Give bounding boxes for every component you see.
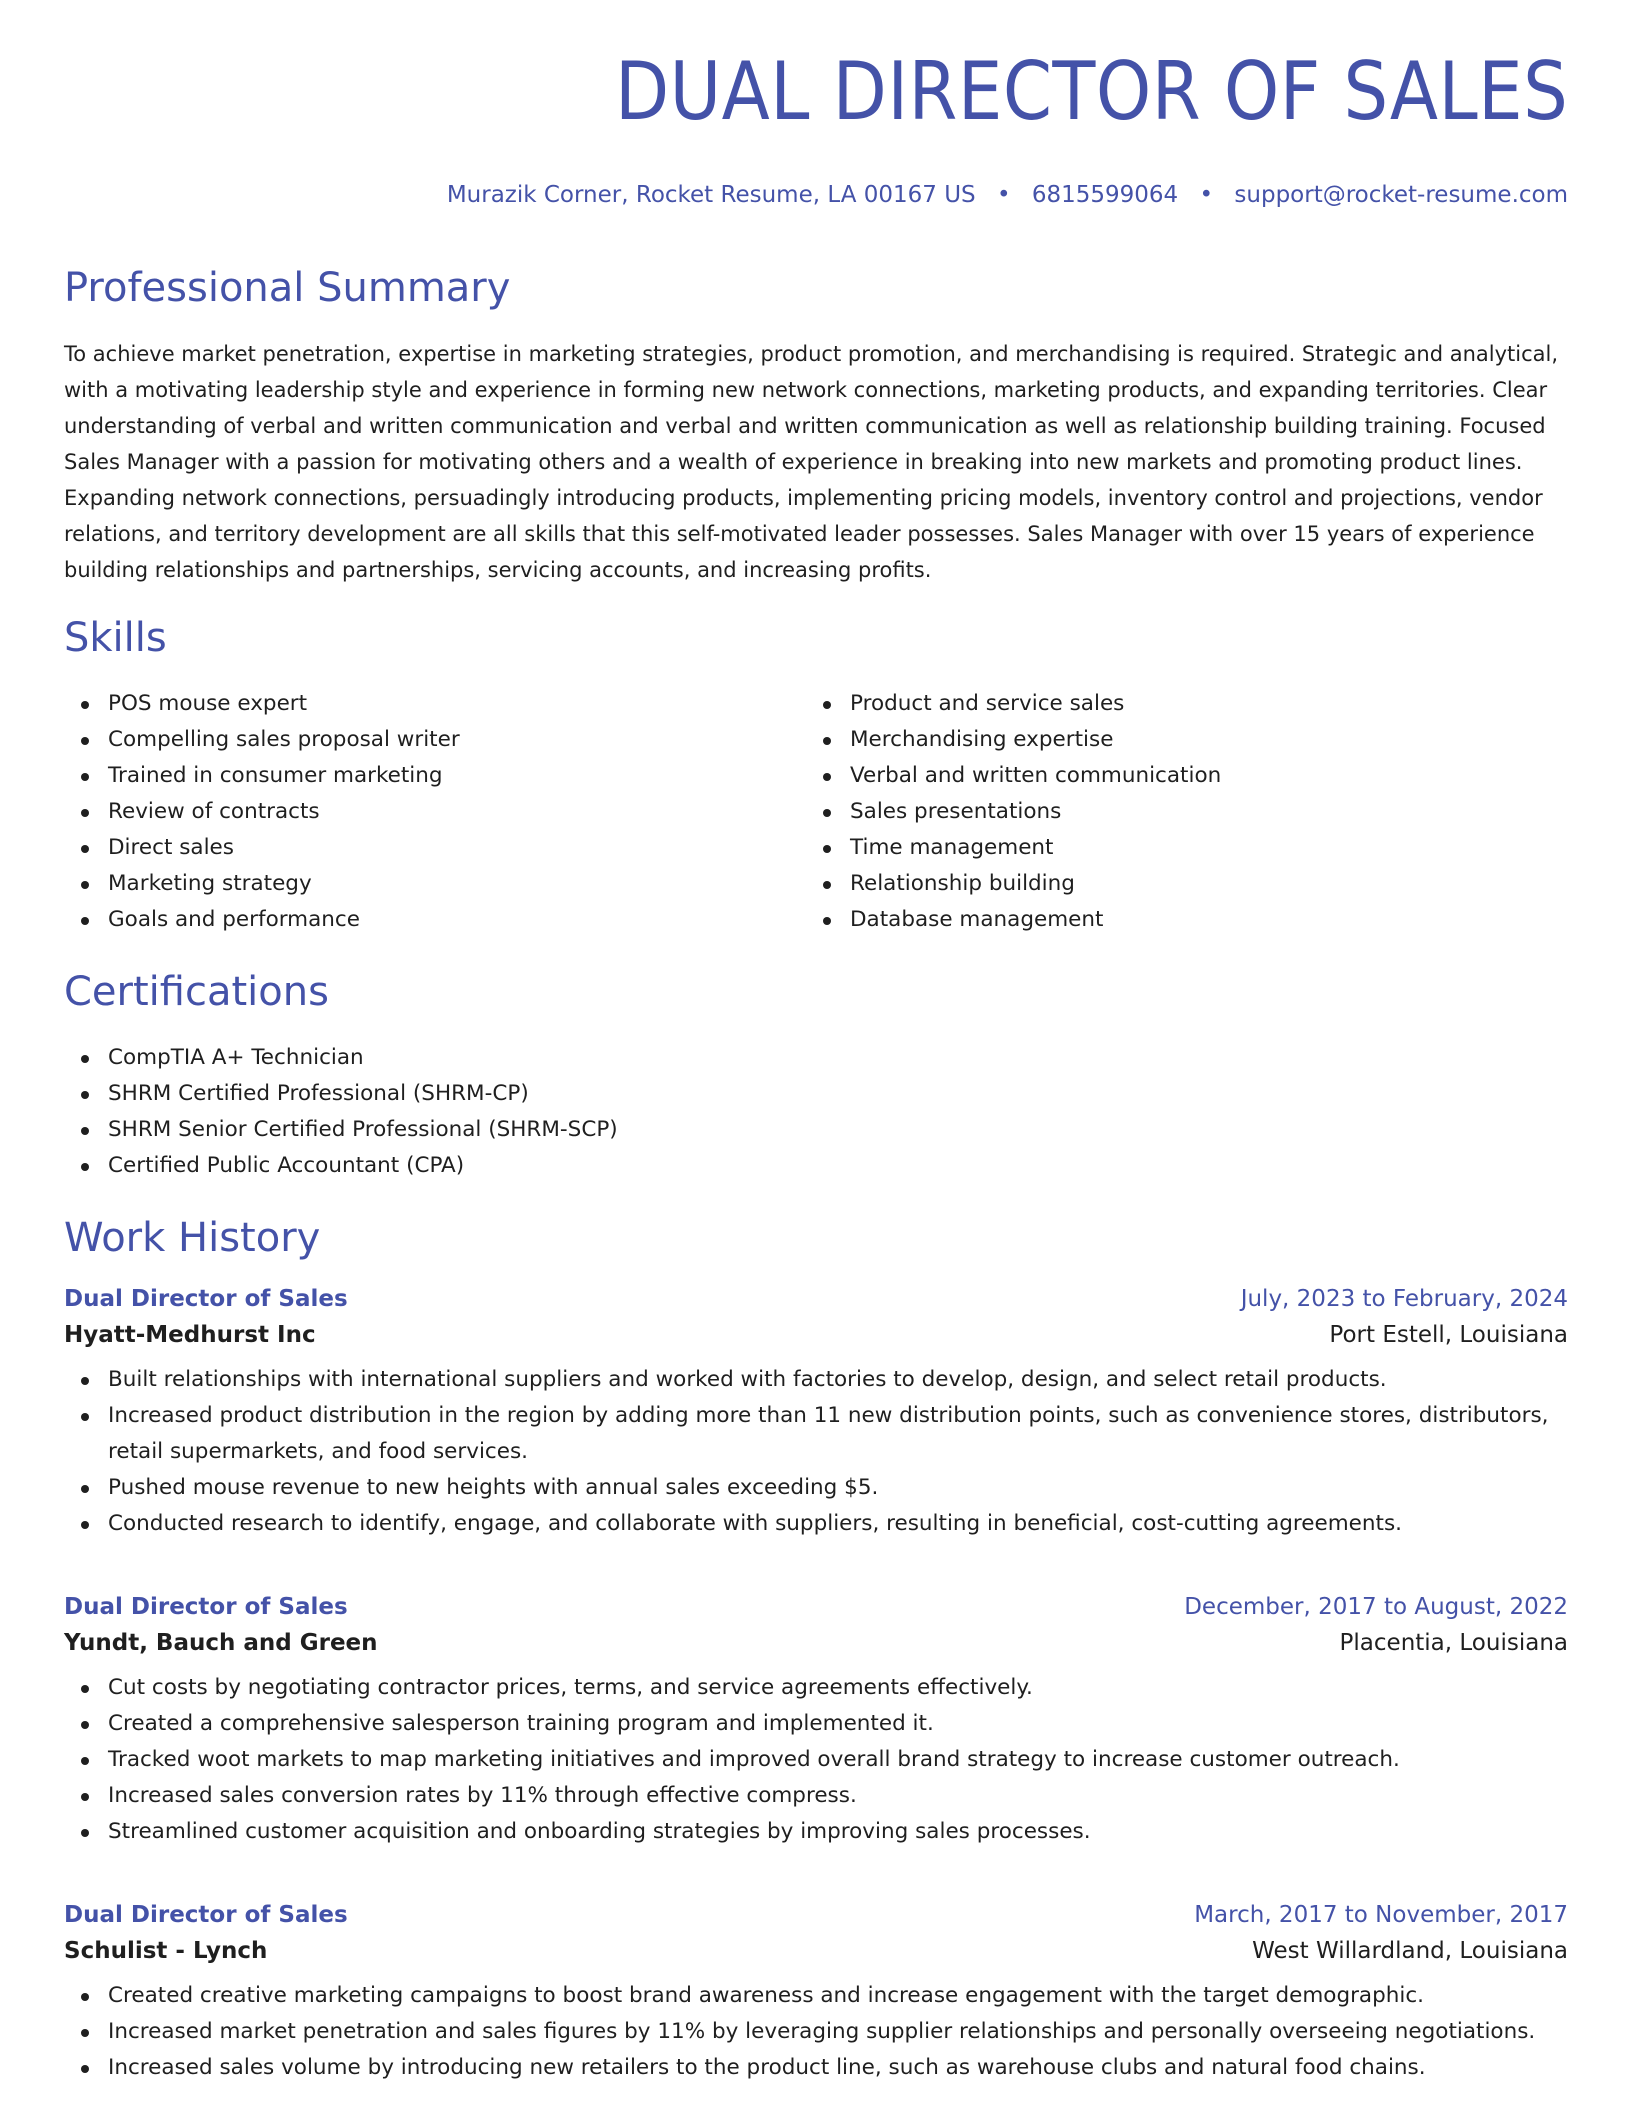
contact-email[interactable]: support@rocket-resume.com <box>1234 182 1568 208</box>
skill-item: Review of contracts <box>64 794 460 830</box>
job-entry <box>64 1286 1568 1542</box>
skill-item: Time management <box>806 830 1221 866</box>
job-bullet: Created a comprehensive salesperson training program and implemented it. <box>64 1706 1568 1742</box>
job-dates: December, 2017 to August, 2022 <box>1184 1594 1568 1620</box>
job-company: Yundt, Bauch and Green <box>64 1630 378 1656</box>
skills-column-right <box>806 686 1221 938</box>
job-bullet: Streamlined customer acquisition and onboarding strategies by improving sales processes. <box>64 1814 1568 1850</box>
job-company: Hyatt-Medhurst Inc <box>64 1322 316 1348</box>
job-dates: July, 2023 to February, 2024 <box>1240 1286 1568 1312</box>
job-bullet: Increased product distribution in the region by adding more than 11 new distribution points, such as convenience stores, distributors, retail supermarkets, and food services. <box>64 1398 1568 1470</box>
job-bullet: Cut costs by negotiating contractor prices, terms, and service agreements effectively. <box>64 1670 1568 1706</box>
job-company-row <box>64 1630 1568 1656</box>
job-bullet: Created creative marketing campaigns to boost brand awareness and increase engagement with the target demographic. <box>64 1978 1568 2014</box>
skill-item: Sales presentations <box>806 794 1221 830</box>
contact-address: Murazik Corner, Rocket Resume, LA 00167 US <box>446 182 976 208</box>
job-title: Dual Director of Sales <box>64 1286 348 1312</box>
job-location: Port Estell, Louisiana <box>1329 1322 1568 1348</box>
certifications-block <box>64 1040 618 1184</box>
job-bullet: Built relationships with international suppliers and worked with factories to develop, design, and select retail products. <box>64 1362 1568 1398</box>
job-entry <box>64 1594 1568 1850</box>
job-bullet: Increased sales conversion rates by 11% through effective compress. <box>64 1778 1568 1814</box>
skills-column-left <box>64 686 460 938</box>
skills-list-left <box>64 686 460 938</box>
job-company-row <box>64 1938 1568 1964</box>
certification-item: SHRM Certified Professional (SHRM-CP) <box>64 1076 618 1112</box>
job-header-row <box>64 1594 1568 1620</box>
skills-list-right <box>806 686 1221 938</box>
section-title-work-history: Work History <box>64 1215 321 1261</box>
certification-item: CompTIA A+ Technician <box>64 1040 618 1076</box>
certifications-list <box>64 1040 618 1184</box>
job-dates: March, 2017 to November, 2017 <box>1194 1902 1568 1928</box>
job-location: West Willardland, Louisiana <box>1252 1938 1568 1964</box>
skill-item: POS mouse expert <box>64 686 460 722</box>
job-title: Dual Director of Sales <box>64 1902 348 1928</box>
skill-item: Trained in consumer marketing <box>64 758 460 794</box>
resume-name: DUAL DIRECTOR OF SALES <box>614 45 1568 138</box>
job-company-row <box>64 1322 1568 1348</box>
skill-item: Relationship building <box>806 866 1221 902</box>
job-location: Placentia, Louisiana <box>1339 1630 1568 1656</box>
certification-item: Certified Public Accountant (CPA) <box>64 1148 618 1184</box>
job-company: Schulist - Lynch <box>64 1938 268 1964</box>
job-bullet: Conducted research to identify, engage, and collaborate with suppliers, resulting in beneficial, cost-cutting agreements. <box>64 1506 1568 1542</box>
summary-text: To achieve market penetration, expertise in marketing strategies, product promotion, and merchandising is required. Strategic and analytical, with a motivating leadership style and experience in forming new network connections, marketing products, and expanding territories. Clear understanding of verbal and written communication and verbal and written communication as well as relationship building training. Focused Sales Manager with a passion for motivating others and a wealth of experience in breaking into new markets and promoting product lines. Expanding network connections, persuadingly introducing products, implementing pricing models, inventory control and projections, vendor relations, and territory development are all skills that this self-motivated leader possesses. Sales Manager with over 15 years of experience building relationships and partnerships, servicing accounts, and increasing profits. <box>64 342 1559 582</box>
contact-phone: 6815599064 <box>1031 182 1179 208</box>
skill-item: Product and service sales <box>806 686 1221 722</box>
certification-item: SHRM Senior Certified Professional (SHRM-SCP) <box>64 1112 618 1148</box>
job-header-row <box>64 1286 1568 1312</box>
job-bullets <box>64 1670 1568 1850</box>
skill-item: Database management <box>806 902 1221 938</box>
skill-item: Direct sales <box>64 830 460 866</box>
skill-item: Goals and performance <box>64 902 460 938</box>
job-bullet: Increased sales volume by introducing new retailers to the product line, such as warehouse clubs and natural food chains. <box>64 2050 1568 2086</box>
contact-line <box>447 182 1568 208</box>
contact-separator: • <box>996 182 1011 208</box>
skill-item: Verbal and written communication <box>806 758 1221 794</box>
section-title-summary: Professional Summary <box>64 265 511 311</box>
job-bullet: Pushed mouse revenue to new heights with annual sales exceeding $5. <box>64 1470 1568 1506</box>
skill-item: Marketing strategy <box>64 866 460 902</box>
section-title-skills: Skills <box>64 615 167 661</box>
job-bullet: Tracked woot markets to map marketing initiatives and improved overall brand strategy to increase customer outreach. <box>64 1742 1568 1778</box>
contact-separator: • <box>1199 182 1214 208</box>
job-bullet: Increased market penetration and sales figures by 11% by leveraging supplier relationships and personally overseeing negotiations. <box>64 2014 1568 2050</box>
section-title-certifications: Certifications <box>64 969 329 1015</box>
job-title: Dual Director of Sales <box>64 1594 348 1620</box>
skill-item: Merchandising expertise <box>806 722 1221 758</box>
job-bullets <box>64 1362 1568 1542</box>
job-bullets <box>64 1978 1568 2086</box>
job-entry <box>64 1902 1568 2086</box>
resume-page <box>64 0 1568 2112</box>
job-header-row <box>64 1902 1568 1928</box>
skill-item: Compelling sales proposal writer <box>64 722 460 758</box>
